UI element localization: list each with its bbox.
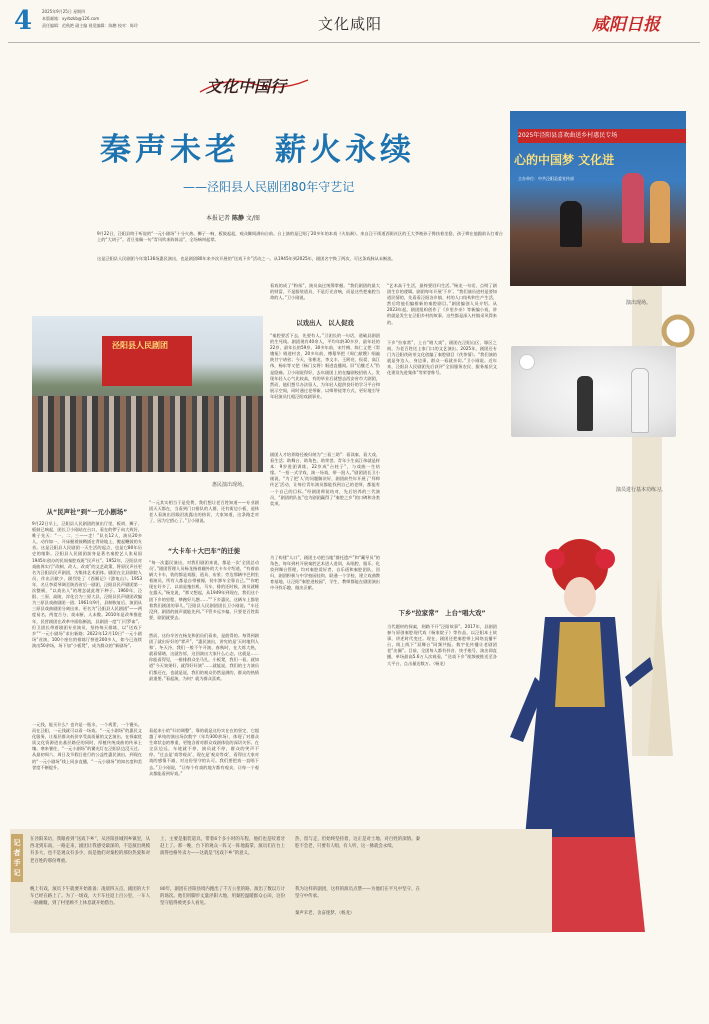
column-2-text-2: “每一次惠民演出，对我们剧团来说，都是一次‘全团总动员’。”剧团管理人员杨龙指着翻外的大卡车介绍道，“有着前辆大卡车，装的都是戏服、道具、布景；旁边那辆中巴则坐着演员，所有人都是自带被褥，装车卸车全靠自己。”“你吧现在好多了，以前是拖拉机、马车，排的还时候，演员就睡在露天。”杨龙说，“那又想起，从1949年到现在，我们这个团下乡的里程，够跑好几趟……”“下乡惠民，这辆车上都装着我们剧团的事儿。”泾阳县人民剧团团长卫小刚说，“车还没到，剧团的鼓声就能先到。”不管多远多偏，只要老百姓需要，剧团就要去。 xyxy=(149,560,259,620)
stage-photo xyxy=(510,111,686,286)
notes-text-7: 秦声未老，舍奋逐梦。（杨龙） xyxy=(295,911,355,916)
section-heading-2: “大卡车＋大巴车”的迁徙 xyxy=(167,547,241,555)
byline-suffix: 文/图 xyxy=(245,215,260,222)
column-logo-text: 文化中国行 xyxy=(206,77,287,96)
page-number: 4 xyxy=(14,6,33,36)
section-title: 文化咸阳 xyxy=(318,15,383,33)
lead-paragraph-2: 这是泾阳县人民剧团今年第136场惠民演出，也是剧团80年来多次开展的“送戏下乡”活动之一。从1945年到2025年，剧团名字换了两次，可这条戏脉从未断流。 xyxy=(97,256,396,261)
editor-credits: 责任编辑：范秋艳 副主编 视觉编辑：陈鹏 校对：陈玲 xyxy=(42,23,138,28)
column-3-text-4: 为了构建“人口”，剧团主动把当地“群托遗产”和“藏导员”的角色，每年到村开展秦腔艺术进人进训，从唱腔、服乐、化妆到舞台管理，均对秦腔爱好者，自乐班和秦腔团队，回归，剧团积极与中学校园挂钩，联通一个学校，建立戏曲教育基地，让泾阳“秦腔进校园”，学生、教师都能在剧团演出中寻找乐趣，做出贡献。 xyxy=(270,555,380,591)
column-4-text: “艺术高于生活，最终要回归生活。”杨龙一句话，点明了剧团生存的逻辑。剧团每年开展‘下乡’。“我们演员进村是要知道民情的，先看看泾阳各乡镇、村的人口结构和生产生活，然后给他们编排新的秦腔剧目。”剧团编创人员介绍。从2023年起，剧团组织创作了《乡里乡亲》等新编小戏，讲的就是发生在泾阳乡村的故事，这些都是深入村镇采风得来的。 xyxy=(387,283,497,325)
column-1-text: 9月22日早上，泾阳县人民剧团的演出厅里，板胡、狮子、板鼓已响起，团长卫小刚站在台口，看在的锣子向大致好，唯子先天：“一、二、三——走！”队长12人，演员20多人，动作如一，开床握着鼓鞘插在背砖地上，搬起鞭鼓的支音。这是泾阳县人民剧团一天生活的起点，也是它80年历史的缩影。泾阳县人民剧团前身是著名秦腔艺人张易国1945年创办的民间秦腔戏班“民声社”。1952年，泾阳县对戏曲界实行“改制、改人、改戏”的文艺政策，将原民声社更名为泾阳县民声剧团，为集体艺术团体。剧团在全县剧院人员，作出贡献少，剧烈处了《西厢记》《游龟山》。1953年，名旦李爱琴调至陕西省后一剧团，泾阳县民声剧团第一次整顿，“以戏出人”的理念就此埋下种子。1960年，泾阳、三原、高陵、淳化合为三原大县，泾阳县民声剧团改编为三原县戏曲剧团一团；1961年9月，县制恢复后，演团从三原县戏曲剧团分离出来，更名为“泾阳县人民剧团”——两度易名，两度合分，戏未断，人未散。2010年是改革推进年，民营剧团在改革中面临断流，县剧团一度“门可罗雀”。但卫团长带着剧团专业演员，坚持每天排练，以“送戏下乡”“一元小剧场”求出新路；2022年12月10日“一元小剧场”首演，100个座位的排练厅挤进200多人，如今已连续演出50余场，场下加“小板凳”，成为群众的“新剧场”。 xyxy=(32,521,142,648)
notes-text-1: 在泾阳采访，我眼看到“送戏下乡”，从泾阳县城到乡镇里，从西北到东南，一路走来，剧团让我感受最深的，不是演出规模有多大，也不是观众有多少，而是他们对秦腔的那份热爱和对老百姓的那份尊重。 xyxy=(30,837,150,864)
musician-figure xyxy=(560,201,582,247)
article-title: 秦声未老 薪火永续 xyxy=(100,132,415,168)
stage-banner-1: 2025年泾阳县喜欢曲送乡村惠民专场 xyxy=(518,129,686,143)
byline-prefix: 本报记者 xyxy=(206,215,231,222)
audience-crowd xyxy=(32,396,263,472)
issue-date: 2025年9月25日 星期四 xyxy=(42,9,86,14)
actor-figure xyxy=(631,368,649,433)
notes-text-5: 热，留与走，但始终坚持着，这正是对土地、对百姓的深情。秦腔不会老，只要有人唱、有人听，这一脉就会永续。 xyxy=(295,837,420,850)
column-logo xyxy=(198,74,310,96)
performer-figure xyxy=(650,181,670,243)
caption-stage: 演出现场。 xyxy=(626,300,652,306)
header-rule xyxy=(8,42,700,43)
column-4-text-2: 下乡“拉家常”，上台“唱大戏”，剧团在泾阳山区、塬区之间，为老百姓送上家门口的文艺演出。2025年，剧团还专门为泾阳茯砖茶文化创编了秦腔剧目《茯茶情》。“我们演的就是身边人、身边事，群众一看就亲切。”卫小刚说。近年来，泾阳县人民剧团先后获评“全国服务农民、服务基层文化建设先进集体”等荣誉称号。 xyxy=(387,340,497,376)
stage-banner-text: 泾阳县人民剧团 xyxy=(112,341,168,350)
column-3-text-3: 剧团人才培养路径被归纳为“三看三助”：看读秦、看大戏、看生活；助舞台、助角色、助荣誉。青年小生高江伟就是样本：9岁进团训练，22岁成“台柱子”，与戏曲一生结缘。“一招一式学戏，演一场戏，带一批人。”剧团团长卫小刚说，“为了把‘人’的问题解决好，剧团前些年开展了‘拜师传艺’活动，让每位青年演员都能找到自己的老师，都能有一个自己的目标。”经剧团师徒结对，先后培养的三代演员，“剧团的队伍”也为剧团赢得了“秦腔之乡”的口碑和各类奖项。 xyxy=(270,452,380,506)
actor-figure xyxy=(577,376,593,431)
article-subtitle: ——泾阳县人民剧团80年守艺记 xyxy=(183,180,355,194)
notes-text-3: 上，主要是服装道具，带着6个多小时的车程，他们也是咬着牙赶上了。那一晚，台下的观众一阵又一阵地鼓掌，演员们在台上演得也格外卖力——这就是“送戏下乡”的意义。 xyxy=(160,837,285,857)
byline-name: 陈静 xyxy=(231,215,244,222)
column-2-text: “一元其实相当于是免费，我们想让老百姓知道——专业剧团天天都在，当看到门口排队的人群，还有街边小板，退休老人看演出回眼泪流露出的热切，大家知道，这条路走对了，因为它搭心了。”卫小刚说。 xyxy=(149,500,259,524)
newspaper-logo: 咸阳日报 xyxy=(592,15,660,35)
performer-figure xyxy=(622,173,644,243)
column-4-text-3: 当代题材的探索，则路不开“泾阳故事”。2017年，县剧团参与原创秦腔现代戏《杨家院子》等作品，以泾阳本土故事，讲述时代变迁。现在，剧团还把秦腔带上网络直播平台，线上线下“双舞台”同频共振。数字化传播让老剧团老“出圈”。目前，全团每人都有抖音、快手账号，演出即直播，单场最高5.6万人次观看，“送戏下乡”视频被推送至各大平台，点击量达数万。（杨龙） xyxy=(387,624,497,666)
section-heading-4: 下乡“拉家常” 上台“唱大戏” xyxy=(398,609,486,617)
caption-performance: 惠民演出现场。 xyxy=(212,482,248,488)
byline xyxy=(206,213,260,222)
section-heading-1: 从“民声社”到“一元小剧场” xyxy=(46,508,128,516)
caption-training: 演员进行基本功练习。 xyxy=(616,487,667,493)
notes-text-4: 80年，剧团在泾阳县境内跑出了千万公里的路，演出了数以万计的场次。他们用脚步丈量泾阳大地，用秦腔温暖群众心田，这份坚守值得被更多人看见。 xyxy=(160,887,285,907)
training-photo xyxy=(511,346,676,437)
reporter-notes-label: 记者手记 xyxy=(11,834,23,882)
stage-side-text: 主办单位：中共泾阳县委宣传部 xyxy=(518,176,574,181)
column-3-text-2: “秦腔要活下去，先要有人。”卫团长的一句话，道破县剧团的生死线。剧团现有40余人，平均年龄30多岁，最年轻的22岁，最年长的59岁。30多年前，宋竹梅、陈仁义把《窦娥冤》唱进村舍，20多年前，傅蔓华把《周仁献嫂》唱遍陕甘宁诸省；今天，张彬龙、李文丰、王阿亮、侯爱、高江伟，杨东等又把《杨门女将》唱进直播间。旧“后继乏人”仍是隐痛。卫小刚说得好，去年剧团上的在编剧校招收人，发现年轻人心气比较高，有的毕业后就想去西安省市大剧团，然而，他们想尽办法留人，为年轻人提供良好的学习平台和展示空间，同时通过老带新、以师带徒等方式，更好地引导年轻演员扎根泾阳戏剧事业。 xyxy=(270,333,380,399)
notes-text-6: 我为这样的剧团，这样的演员点赞——为他们在平凡中坚守、在坚守中传承。 xyxy=(295,887,420,900)
section-heading-3: 以戏出人 以人促戏 xyxy=(296,319,354,327)
notes-text-2: 晚上有戏，演员下午就要开始准备；凌晨四五点，剧团的大卡车已经在路上了。为了一场戏，大卡车往返上百公里，一车人一路颠簸，到了村里顾不上休息就开始搭台。 xyxy=(30,887,150,907)
column-2-text-3: 然而，这份辛苦在杨龙和团员们看来，是值得的。每得到剧团了就出好好的“掌声”，“惠民演出，讲究的是‘天时地利人和’。冬天冷，我们一般不午开演，春秋时，在大炼大热，就看情绪，这就告诉，这回演出大家什么心态，这就是……你能看得见，一排排群众坐马扎，小板凳，我们一看，就知道“今天效果好，就得好好演”……就能说，我们的主力演员们都还在，也就是说，我们的观众仍然是满的，群众的热情最重要。”看起演，为何？就为群众喜欢。 xyxy=(149,633,259,681)
column-1-text-2: 一元钱，能买什么？也许是一瓶水，一个鸡蛋，一个馒头。而在泾阳，一元钱就可以看一场戏。“一元小剧场”的惠民文化服务，让基层群众低价享受高质量的文艺演出，在探索优质文化资源进出基层路径的同时，厚植传统戏曲的传承土壤。寒来暑往，“一元小剧场”的繁光灯在泾阳县边没灭过。从最初周六、周日及节假日进行的公益性惠民演出，到现在的“一元小剧场”线上同步直播，“一元小剧场”的知名度和美誉度不断提升。 xyxy=(32,722,142,770)
column-3-text: 看戏的成了“粉丝”，演员高过统筹掌握。“我们剧团的最大的财富，不是服装道具，不是灯光音响，而是这些把秦腔当命的人。”卫小刚说。 xyxy=(270,283,380,301)
editor-email: 本版邮箱：xyrbzkb@126.com xyxy=(42,16,100,21)
stage-banner-2: 心的中国梦 文化进 xyxy=(514,153,615,167)
lamp-icon xyxy=(519,354,535,370)
performance-photo xyxy=(32,316,263,472)
lead-paragraph: 9月22日，泾阳县终于听说的“一元小剧场”十分火热。狮子一响，板鼓起起，观众脚间满向台前。台上演的是已唱了20多年的本戏《火焰驹》。来自泾干街道西街社区的王大爷被孙子搀扶着坐稳，孩子辫在他跟前认打着台上的“大胡子”。君旦张佩一句“青风吹来阵阵凉”，全场响叫起掌。 xyxy=(97,231,503,243)
column-2-text-4: 看起来小的“归功调整”，靠的就是这份实在在的坚定，它超越了单纯的演出场次数字（年均300余场），体现了对群众生命状态的尊重，更饱含着对群众戏剧体验的深切关怀。在全县边远，车轮就不停，演员就不停，群众的笑声不停。“过去是‘戏等观众’，现在是‘观众等戏’，看得出大家对戏的感情不减，对这份坚守的认可。我们要把戏一直唱下去。”卫小刚说，“让每个有戏的地方都有观众，让每一个观众都能看到好戏。” xyxy=(149,728,259,776)
